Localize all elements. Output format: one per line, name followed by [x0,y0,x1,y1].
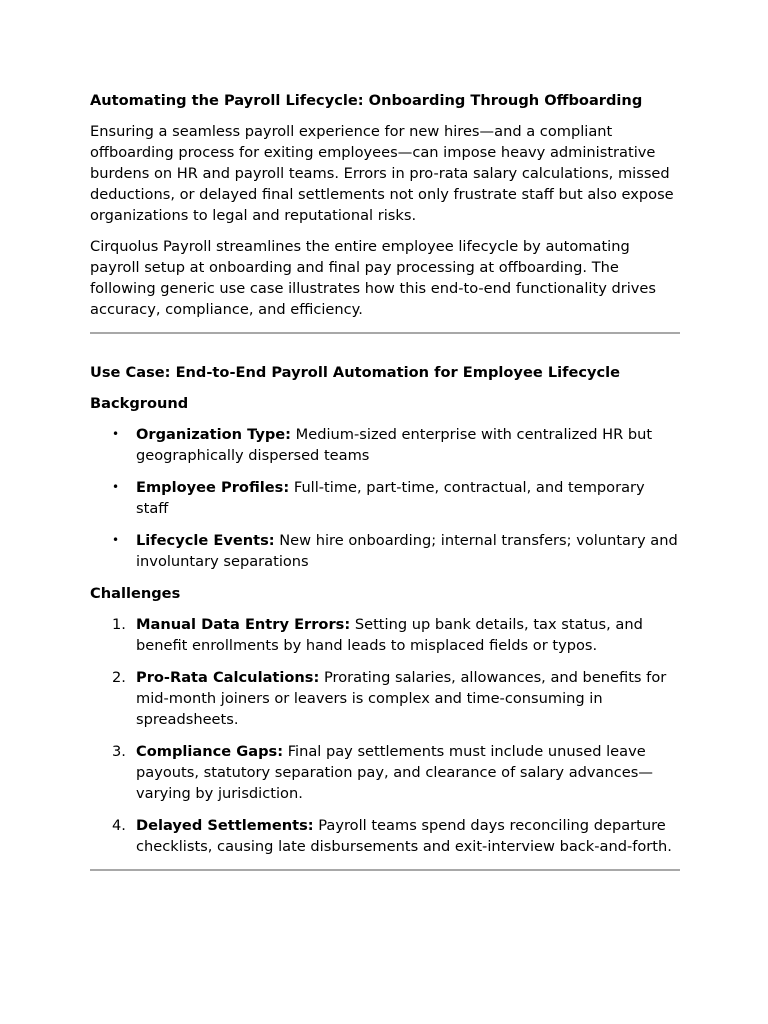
list-item-label: Lifecycle Events: [136,532,275,549]
challenges-list [90,614,680,857]
background-heading: Background [90,395,189,412]
list-item [112,614,680,656]
bullet-icon: • [112,480,120,494]
list-item [112,424,680,466]
list-number: 4. [112,817,126,834]
section-divider [90,332,680,334]
list-item-text: Full-time, part-time, contractual, and temporary staff [136,479,645,517]
list-item-label: Employee Profiles: [136,479,290,496]
list-item-text: Final pay settlements must include unused leave payouts, statutory separation pay, and clearance of salary advances—varying by jurisdiction. [136,743,653,802]
list-item-label: Organization Type: [136,426,292,443]
bullet-icon: • [112,533,120,547]
list-number: 2. [112,669,126,686]
document-page [90,90,680,871]
list-item-text: Setting up bank details, tax status, and benefit enrollments by hand leads to misplaced fields or typos. [136,616,643,654]
list-item-label: Compliance Gaps: [136,743,284,760]
list-item [112,477,680,519]
document-title: Automating the Payroll Lifecycle: Onboarding Through Offboarding [90,92,643,109]
list-item-text: Medium-sized enterprise with centralized HR but geographically dispersed teams [136,426,653,464]
list-number: 3. [112,743,126,760]
list-item [112,667,680,730]
list-number: 1. [112,616,126,633]
list-item-label: Pro-Rata Calculations: [136,669,320,686]
list-item [112,815,680,857]
list-item-label: Manual Data Entry Errors: [136,616,351,633]
background-list [90,424,680,572]
intro-paragraph-2: Cirquolus Payroll streamlines the entire employee lifecycle by automating payroll setup at onboarding and final pay processing at offboarding. The following generic use case illustrates how this end-to-end functionality drives accuracy, compliance, and efficiency. [90,238,657,318]
list-item [112,741,680,804]
list-item [112,530,680,572]
use-case-heading: Use Case: End-to-End Payroll Automation for Employee Lifecycle [90,364,621,381]
list-item-text: Prorating salaries, allowances, and benefits for mid-month joiners or leavers is complex and time-consuming in spreadsheets. [136,669,667,728]
challenges-heading: Challenges [90,585,181,602]
list-item-label: Delayed Settlements: [136,817,314,834]
intro-paragraph-1: Ensuring a seamless payroll experience for new hires—and a compliant offboarding process for exiting employees—can impose heavy administrative burdens on HR and payroll teams. Errors in pro-rata salary calculations, missed deductions, or delayed final settlements not only frustrate staff but also expose organizations to legal and reputational risks. [90,123,674,224]
list-item-text: Payroll teams spend days reconciling departure checklists, causing late disbursements and exit-interview back-and-forth. [136,817,672,855]
bullet-icon: • [112,427,120,441]
section-divider [90,869,680,871]
list-item-text: New hire onboarding; internal transfers; voluntary and involuntary separations [136,532,678,570]
